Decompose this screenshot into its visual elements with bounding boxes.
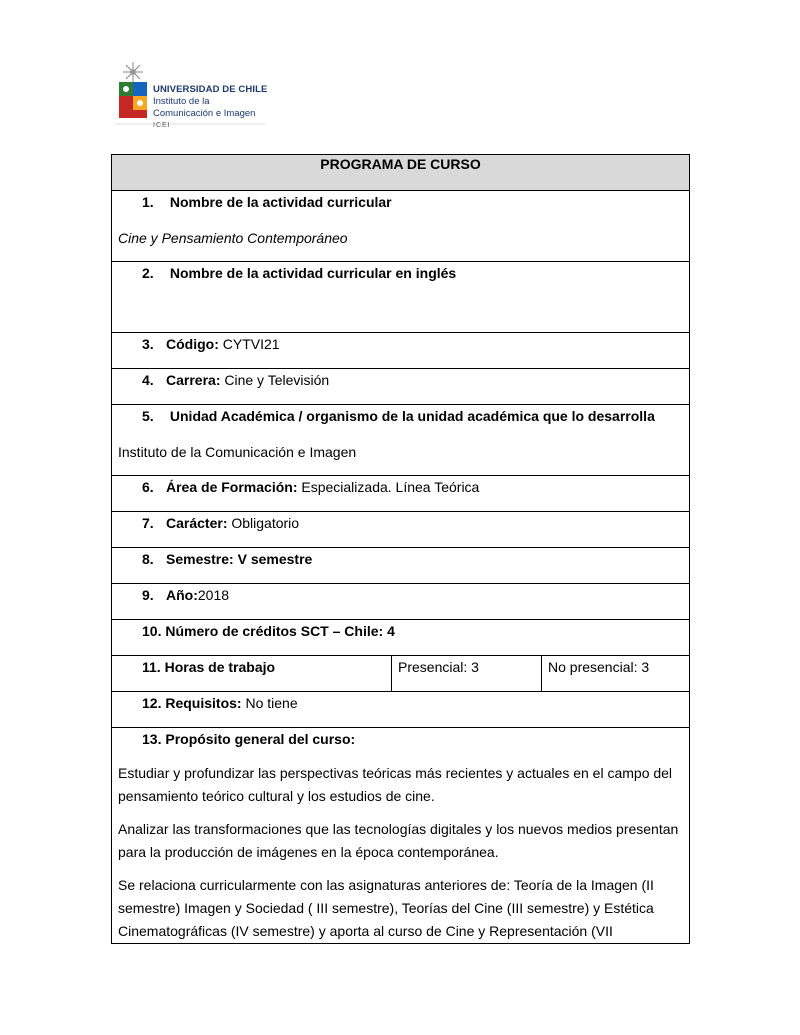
row-9-label: Año: — [166, 587, 198, 603]
table-row-2 — [112, 262, 690, 333]
row-12-label: Requisitos: — [165, 695, 242, 711]
row-4-label: Carrera: — [166, 372, 221, 388]
row-2-number: 2. — [142, 265, 154, 281]
requirements-value: No tiene — [241, 695, 298, 711]
row-1-label: Nombre de la actividad curricular — [169, 194, 392, 210]
course-code: CYTVI21 — [218, 336, 280, 352]
course-program-table — [111, 154, 690, 944]
table-row-4 — [112, 369, 690, 405]
logo-institute-line2: Comunicación e Imagen — [153, 108, 256, 119]
logo-university: UNIVERSIDAD DE CHILE — [153, 84, 268, 95]
purpose-paragraph-1: Estudiar y profundizar las perspectivas teóricas más recientes y actuales en el campo del pensamiento teórico cultural y los estudios de cine. — [118, 765, 673, 804]
row-3-label: Código: — [166, 336, 219, 352]
hours-no-presencial: No presencial: 3 — [548, 659, 650, 675]
table-row-6 — [112, 476, 690, 512]
row-10-label: Número de créditos SCT – Chile: 4 — [165, 623, 395, 639]
table-title: PROGRAMA DE CURSO — [112, 155, 690, 191]
table-row-3 — [112, 333, 690, 369]
table-row-5 — [112, 405, 690, 476]
row-7-label: Carácter: — [166, 515, 228, 531]
logo-abbr: ICEI — [153, 122, 171, 129]
row-10-number: 10. — [142, 623, 162, 639]
row-3-number: 3. — [142, 336, 154, 352]
table-header-row — [112, 155, 690, 191]
row-5-label: Unidad Académica / organismo de la unidad académica que lo desarrolla — [169, 408, 655, 424]
year-value: 2018 — [197, 587, 230, 603]
character-value: Obligatorio — [227, 515, 300, 531]
row-12-number: 12. — [142, 695, 162, 711]
table-row-9 — [112, 584, 690, 620]
purpose-paragraph-3: Se relaciona curricularmente con las asignaturas anteriores de: Teoría de la Imagen (II semestre) Imagen y Sociedad ( III semestre), Teorías del Cine (III semestre) y Estética Cinematográficas (IV semestre) y aporta al curso de Cine y Representación (VII — [118, 877, 654, 939]
hours-presencial: Presencial: 3 — [398, 659, 479, 675]
table-row-1 — [112, 191, 690, 262]
row-11-label: Horas de trabajo — [164, 659, 276, 675]
table-row-7 — [112, 512, 690, 548]
row-13-number: 13. — [142, 731, 162, 747]
row-7-number: 7. — [142, 515, 154, 531]
row-8-number: 8. — [142, 551, 154, 567]
row-13-label: Propósito general del curso: — [165, 731, 356, 747]
row-11-number: 11. — [142, 659, 161, 675]
row-1-number: 1. — [142, 194, 154, 210]
logo-text — [153, 84, 273, 132]
row-2-label: Nombre de la actividad curricular en inglés — [169, 265, 457, 281]
career-value: Cine y Televisión — [220, 372, 330, 388]
course-name: Cine y Pensamiento Contemporáneo — [118, 230, 348, 246]
row-6-label: Área de Formación: — [166, 479, 298, 495]
row-4-number: 4. — [142, 372, 154, 388]
training-area-value: Especializada. Línea Teórica — [297, 479, 480, 495]
table-row-10 — [112, 620, 690, 656]
table-row-13 — [112, 728, 690, 944]
logo-institute-line1: Instituto de la — [153, 96, 210, 107]
row-8-label: Semestre: V semestre — [166, 551, 313, 567]
table-row-12 — [112, 692, 690, 728]
academic-unit-value: Instituto de la Comunicación e Imagen — [118, 444, 357, 460]
table-row-8 — [112, 548, 690, 584]
row-5-number: 5. — [142, 408, 154, 424]
purpose-paragraph-2: Analizar las transformaciones que las tecnologías digitales y los nuevos medios presentan para la producción de imágenes en la época contemporánea. — [118, 821, 679, 860]
row-6-number: 6. — [142, 479, 154, 495]
table-row-11 — [112, 656, 690, 692]
row-9-number: 9. — [142, 587, 154, 603]
